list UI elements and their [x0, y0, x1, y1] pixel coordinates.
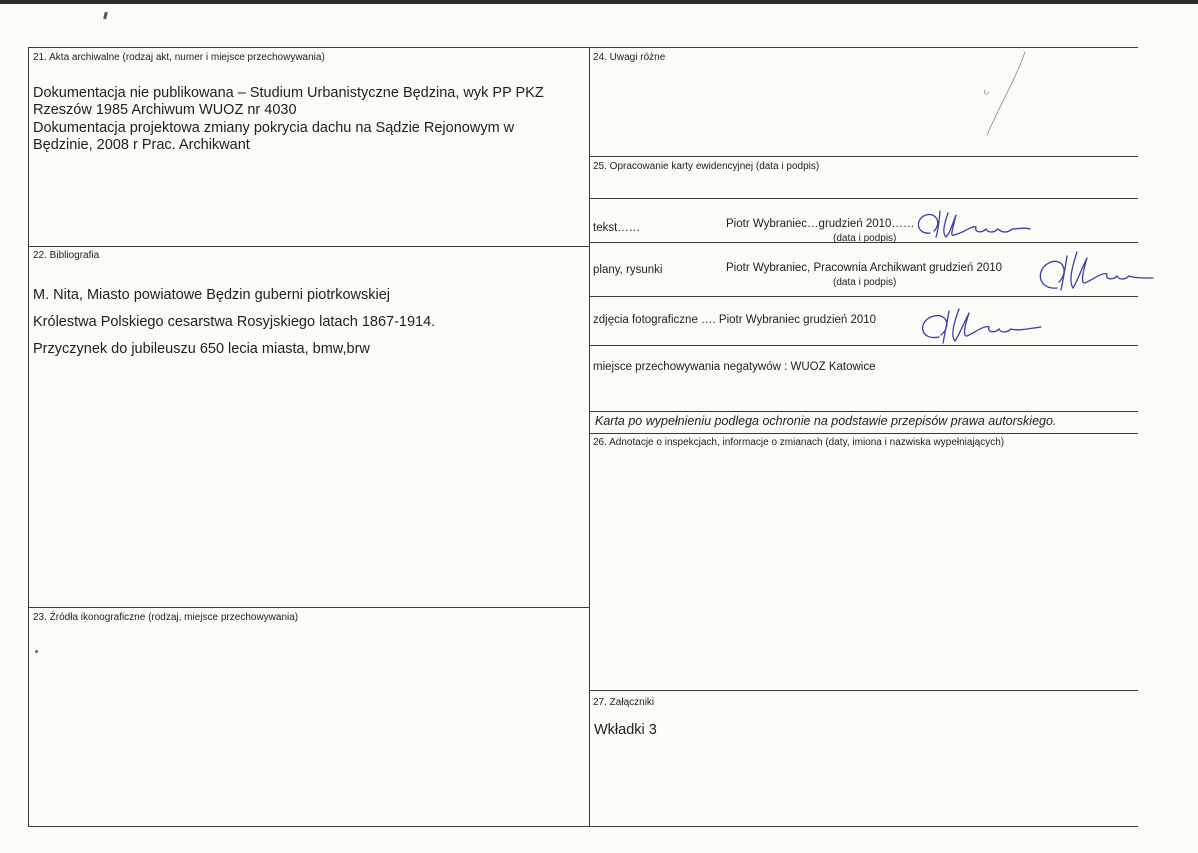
page-top-edge: [0, 0, 1198, 4]
tekst-label: tekst……: [593, 222, 641, 234]
frame-left: [28, 47, 29, 827]
section-21-label: 21. Akta archiwalne (rodzaj akt, numer i miejsce przechowywania): [33, 52, 325, 63]
plany-label: plany, rysunki: [593, 264, 663, 276]
zdjecia-label: zdjęcia fotograficzne …. Piotr Wybraniec grudzień 2010: [593, 314, 877, 326]
plany-caption: (data i podpis): [833, 277, 897, 288]
section-22-line-3: Przyczynek do jubileuszu 650 lecia miasta, bmw,brw: [33, 341, 370, 357]
frame-bottom: [28, 826, 1138, 827]
divider-24-25: [589, 156, 1138, 157]
section-21-line-2: Rzeszów 1985 Archiwum WUOZ nr 4030: [33, 102, 297, 118]
section-22-label: 22. Bibliografia: [33, 250, 100, 261]
section-22-line-1: M. Nita, Miasto powiatowe Będzin guberni piotrkowskiej: [33, 287, 391, 303]
signature-zdjecia: [915, 305, 1055, 350]
negatywy-label: miejsce przechowywania negatywów : WUOZ Katowice: [593, 361, 876, 373]
section-22-line-2: Królestwa Polskiego cesarstwa Rosyjskiego latach 1867-1914.: [33, 314, 436, 330]
section-27-label: 27. Załączniki: [593, 697, 655, 708]
signature-plany: [1035, 248, 1165, 298]
divider-26-27: [589, 690, 1138, 691]
signature-tekst: [912, 205, 1042, 245]
tekst-caption: (data i podpis): [833, 233, 897, 244]
section-21-line-3: Dokumentacja projektowa zmiany pokrycia dachu na Sądzie Rejonowym w: [33, 120, 515, 136]
divider-zdjecia: [589, 345, 1138, 346]
scan-mark: [103, 12, 108, 20]
divider-22-23: [28, 607, 589, 608]
frame-top: [28, 47, 1138, 48]
section-23-label: 23. Źródła ikonograficzne (rodzaj, miejsce przechowywania): [33, 612, 299, 623]
section-24-label: 24. Uwagi różne: [593, 52, 666, 63]
divider-21-22: [28, 246, 589, 247]
section-25-label: 25. Opracowanie karty ewidencyjnej (data i podpis): [593, 161, 820, 172]
plany-value: Piotr Wybraniec, Pracownia Archikwant grudzień 2010: [726, 262, 1003, 274]
section-26-label: 26. Adnotacje o inspekcjach, informacje o zmianach (daty, imiona i nazwiska wypełniających): [593, 437, 1005, 448]
section-27-value: Wkładki 3: [594, 722, 657, 738]
divider-notice: [589, 433, 1138, 434]
copyright-notice: Karta po wypełnieniu podlega ochronie na podstawie przepisów prawa autorskiego.: [595, 414, 1057, 428]
stray-dot: [35, 650, 38, 653]
section-21-line-4: Będzinie, 2008 r Prac. Archikwant: [33, 137, 250, 153]
section-21-line-1: Dokumentacja nie publikowana – Studium Urbanistyczne Będzina, wyk PP PKZ: [33, 85, 544, 101]
divider-25-header: [589, 198, 1138, 199]
divider-negatywy: [589, 411, 1138, 412]
tekst-value: Piotr Wybraniec…grudzień 2010……: [726, 218, 915, 230]
column-divider: [589, 47, 590, 827]
pencil-scribble: [965, 50, 1045, 140]
